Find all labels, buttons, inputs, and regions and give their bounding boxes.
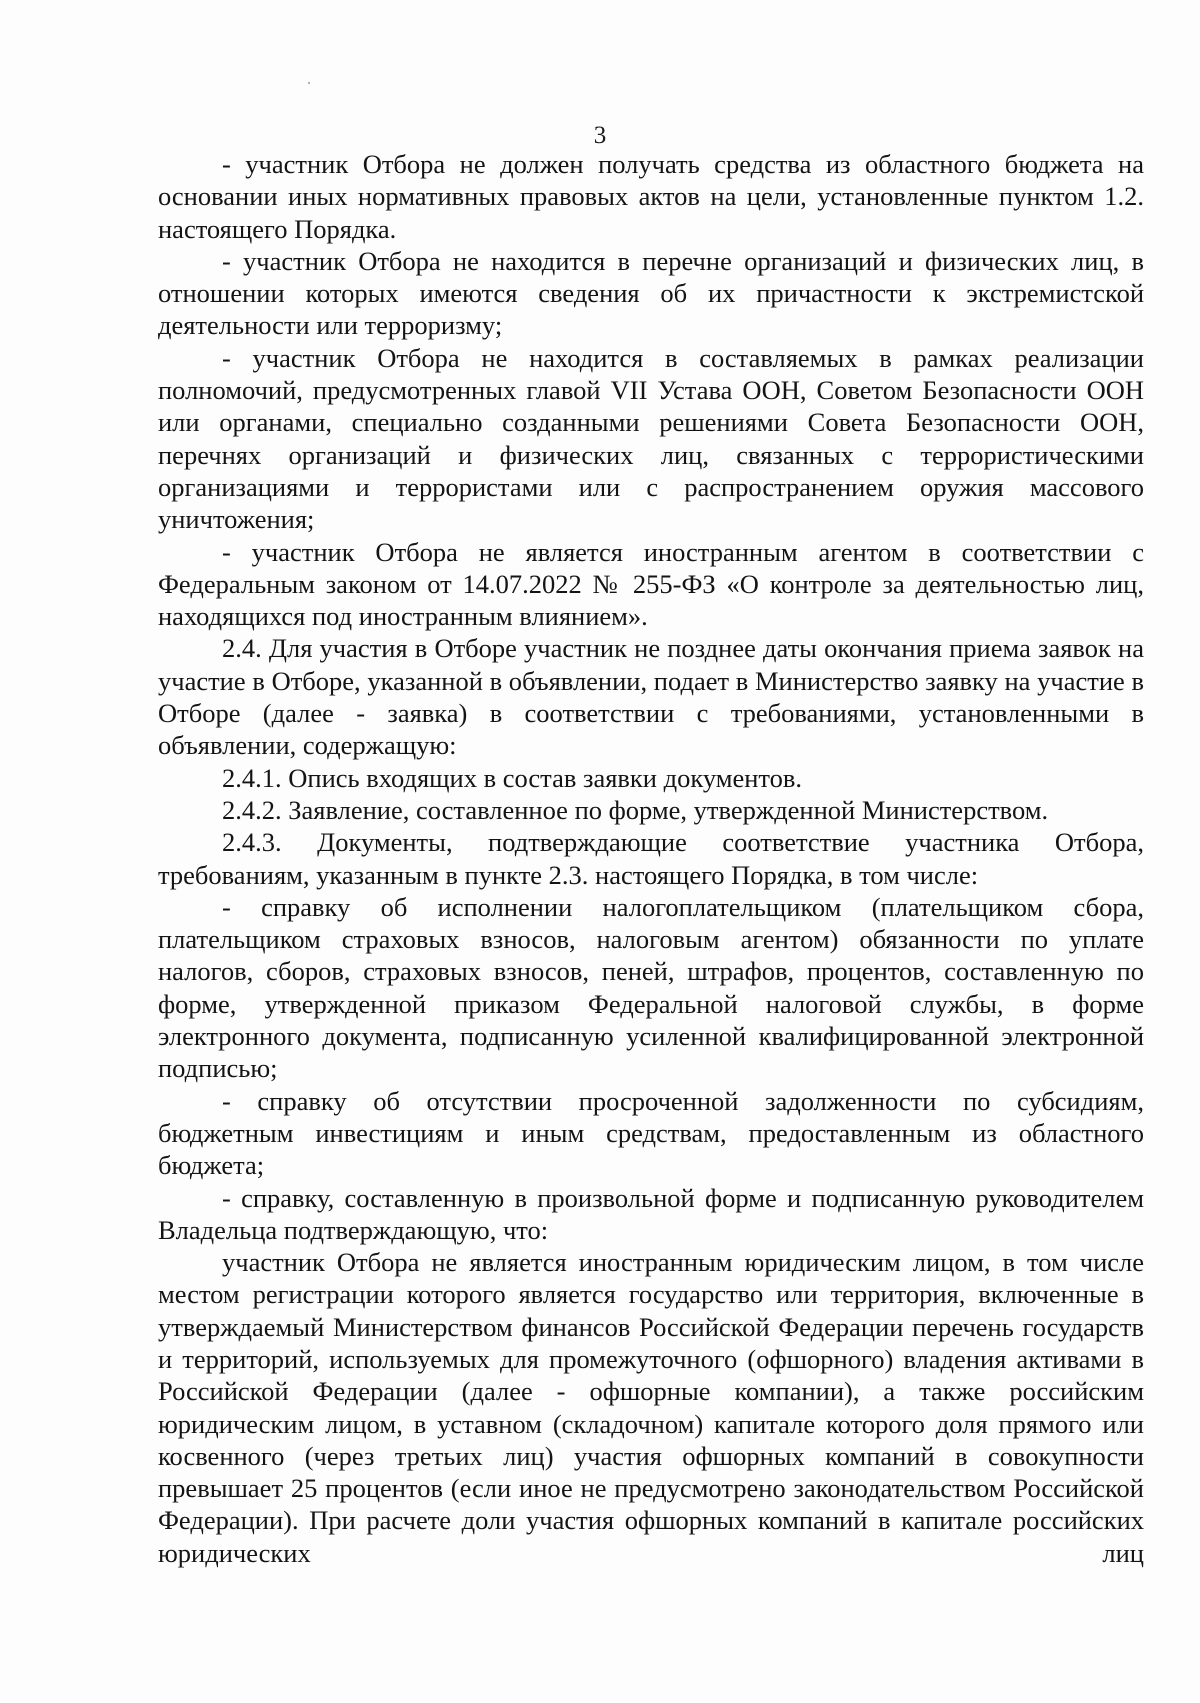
- scan-artifact: [308, 82, 310, 84]
- paragraph-2-4-3: 2.4.3. Документы, подтверждающие соответствие участника Отбора, требованиям, указанным в пункте 2.3. настоящего Порядка, в том числе:: [158, 827, 1144, 890]
- page-number: 3: [593, 122, 607, 149]
- paragraph-debt-certificate: - справку об отсутствии просроченной задолженности по субсидиям, бюджетным инвестициям и иным средствам, предоставленным из областного бюджета;: [158, 1085, 1144, 1181]
- paragraph-2-4-1: 2.4.1. Опись входящих в состав заявки документов.: [222, 762, 803, 793]
- paragraph-offshore: участник Отбора не является иностранным юридическим лицом, в том числе местом регистрации которого является государство или территория, включенные в утверждаемый Министерством финансов Российской Федерации перечень государств и территорий, используемых для промежуточного (офшорного) владения активами в Российской Федерации (далее - офшорные компании), а также российским юридическим лицом, в уставном (складочном) капитале которого доля прямого или косвенного (через третьих лиц) участия офшорных компаний в совокупности превышает 25 процентов (если иное не предусмотрено законодательством Российской Федерации). При расчете доли участия офшорных компаний в капитале российских юридических лиц: [158, 1247, 1144, 1568]
- paragraph-free-form-certificate: - справку, составленную в произвольной форме и подписанную руководителем Владельца подтверждающую, что:: [158, 1182, 1144, 1245]
- paragraph-tax-certificate: - справку об исполнении налогоплательщиком (плательщиком сбора, плательщиком страховых взносов, налоговым агентом) обязанности по уплате налогов, сборов, страховых взносов, пеней, штрафов, процентов, составленную по форме, утвержденной приказом Федеральной налоговой службы, в форме электронного документа, подписанную усиленной квалифицированной электронной подписью;: [158, 891, 1144, 1084]
- paragraph-un-lists: - участник Отбора не находится в составляемых в рамках реализации полномочий, предусмотренных главой VII Устава ООН, Советом Безопасности ООН или органами, специально созданными решениями Совета Безопасности ООН, перечнях организаций и физических лиц, связанных с террористическими организациями и террористами или с распространением оружия массового уничтожения;: [158, 342, 1144, 535]
- paragraph-foreign-agent: - участник Отбора не является иностранным агентом в соответствии с Федеральным законом от 14.07.2022 № 255-ФЗ «О контроле за деятельностью лиц, находящихся под иностранным влиянием».: [158, 536, 1144, 632]
- paragraph-extremism-list: - участник Отбора не находится в перечне организаций и физических лиц, в отношении которых имеются сведения об их причастности к экстремистской деятельности или терроризму;: [158, 245, 1144, 341]
- paragraph-budget-funds: - участник Отбора не должен получать средства из областного бюджета на основании иных нормативных правовых актов на цели, установленные пунктом 1.2. настоящего Порядка.: [158, 149, 1144, 244]
- document-body: [158, 148, 1144, 1569]
- paragraph-2-4-2: 2.4.2. Заявление, составленное по форме, утвержденной Министерством.: [222, 794, 1049, 825]
- paragraph-2-4: 2.4. Для участия в Отборе участник не позднее даты окончания приема заявок на участие в Отборе, указанной в объявлении, подает в Министерство заявку на участие в Отборе (далее - заявка) в соответствии с требованиями, установленными в объявлении, содержащую:: [158, 633, 1144, 761]
